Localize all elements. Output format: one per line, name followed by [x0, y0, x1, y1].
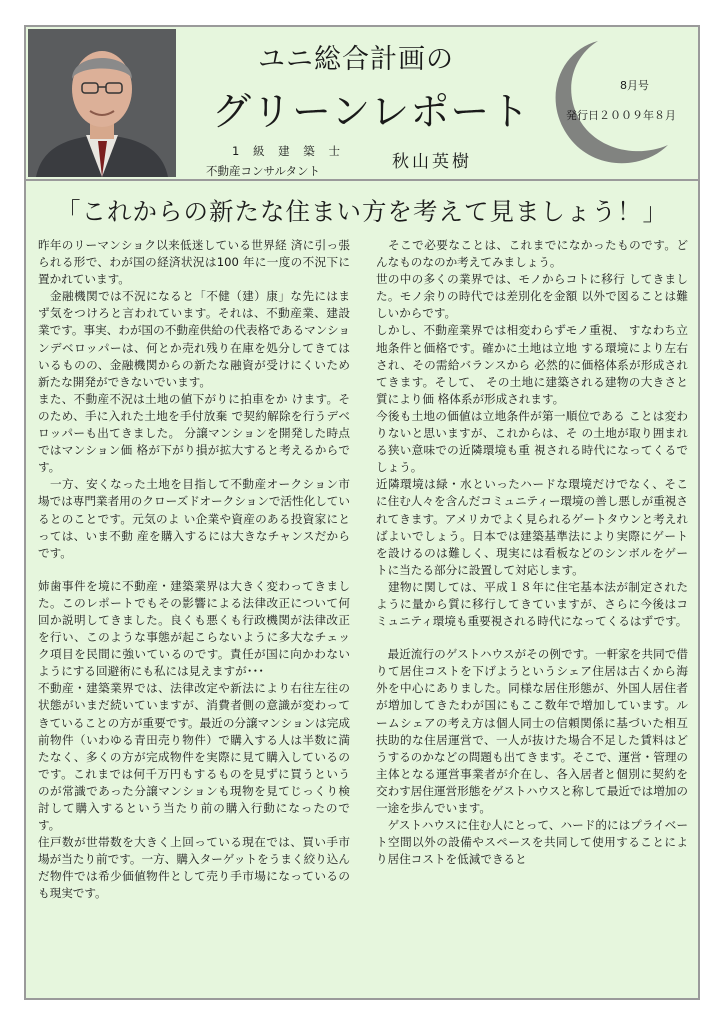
- paragraph-spacer: [38, 562, 350, 578]
- paragraph: 建物に関しては、平成１８年に住宅基本法が制定されたように量から質に移行してきていますが、さらに今後はコミュニティ環境も重要視される時代になってくるはずです。: [376, 579, 688, 629]
- newsletter-page: [24, 25, 700, 1000]
- author-name: 秋山英樹: [392, 152, 472, 172]
- paragraph: 一方、安くなった土地を目指して不動産オークション市場では専門業者用のクローズドオークションで活性化しているとのことです。元気のよ い企業や資産のある投資家にとっては、いま不動 産を購入するには大きなチャンスだからです。: [38, 477, 350, 560]
- paragraph: 住戸数が世帯数を大きく上回っている現在では、買い手市場が当たり前です。一方、購入ターゲットをうまく絞り込んだ物件では希少価値物件として売り手市場になっているのも現実です。: [38, 835, 350, 901]
- paragraph: 世の中の多くの業界では、モノからコトに移行 してきました。モノ余りの時代では差別化を金額 以外で図ることは難しいからです。: [376, 272, 688, 321]
- article-column-right: [376, 237, 688, 868]
- paragraph: また、不動産不況は土地の値下がりに拍車をか けます。そのため、手に入れた土地を手付放棄 で契約解除を行うデベロッパーも出てきました。 分譲マンションを開発した時点ではマンション価 格が下がり損が拡大すると考えるからです。: [38, 391, 350, 475]
- author-photo: [28, 29, 176, 177]
- paragraph: 金融機関では不況になると「不健（建）康」な先にはまず気をつけろと言われています。それは、不動産業、建設業です。事実、わが国の不動産供給の代表格であるマンションデベロッパーは、何とか売れ残り在庫を処分してきてはいるものの、金融機関からの新たな融資が受けにくいため新たな開発ができないでいます。: [38, 289, 350, 389]
- paragraph: 昨年のリーマンショク以来低迷している世界経 済に引っ張られる形で、わが国の経済状況は100 年に一度の不況下に置かれています。: [38, 238, 350, 287]
- paragraph: 今後も土地の価値は立地条件が第一順位である ことは変わりないと思いますが、これからは、そ の土地が取り囲まれる狭い意味での近隣環境も重 視される時代になってくるでしょう。: [376, 408, 688, 475]
- paragraph: そこで必要なことは、これまでになかったものです。どんなものなのか考えてみましょう。: [376, 238, 688, 270]
- paragraph-spacer: [376, 630, 688, 646]
- issue-label: 8月号: [620, 79, 649, 92]
- paragraph: ゲストハウスに住む人にとって、ハード的にはプライベート空間以外の設備やスペースを共同して使用することにより居住コストを低減できると: [376, 818, 688, 867]
- article-column-left: [38, 237, 350, 903]
- paragraph: 不動産・建築業界では、法律改定や新法により右往左往の状態がいまだ続いていますが、消費者側の意識が変わってきていることの方が重要です。最近の分譲マンションは完成前物件（いわゆる青田売り物件）で購入する人は半数に満たなく、多くの方が完成物件を実際に見て購入しているのです。これまでは何千万円もするものを見ずに買うというのが常識であった分譲マンションも現物を見てじっくり検討して購入するという当たり前の購入行動になったのです。: [38, 681, 350, 833]
- author-role: 不動産コンサルタント: [206, 164, 320, 178]
- author-qualification: 1 級 建 築 士: [232, 144, 345, 158]
- paragraph: 姉歯事件を境に不動産・建築業界は大きく変わってきました。このレポートでもその影響による法律改正について何回か説明してきました。良くも悪くも行政機関が法律改正を行い、このような事態が起こらないように多大なチェック項目を民間に強いているのです。責任が国に向かわないようにする回避術にも私には見えますが･･･: [38, 578, 350, 679]
- paragraph: 近隣環境は緑・水といったハードな環境だけでなく、そこに住む人々を含んだコミュニティー環境の善し悪しが重視されてきます。アメリカでよく見られるゲートタウンと考えればよいでしょう。日本では建築基準法により実際にゲートを設けるのは難しく、現実には看板などのシンボルをゲートに当たる部分に設置して対応します。: [376, 477, 688, 577]
- newsletter-title: グリーンレポート: [212, 90, 531, 135]
- author-portrait-image: [28, 29, 176, 177]
- publication-date: 発行日２００９年８月: [566, 109, 676, 122]
- crescent-moon-graphic: [536, 33, 676, 173]
- masthead: [26, 27, 698, 181]
- article-headline: 「これからの新たな住まい方を考えて見ましょう！」: [56, 197, 668, 226]
- paragraph: しかし、不動産業界では相変わらずモノ重視、 すなわち立地条件と価格です。確かに土地は立地 する環境により左右され、その需給バランスから 必然的に価格体系が形成されてきます。そして、 その土地に建築される建物の大きさと質により価 格体系が形成されます。: [376, 323, 688, 406]
- newsletter-title-line1: ユニ総合計画の: [258, 44, 454, 75]
- paragraph: 最近流行のゲストハウスがその例です。一軒家を共同で借りて居住コストを下げようというシェア住居は古くから海外を中心にありました。同様な居住形態が、外国人居住者が増加してきたわが国にもここ数年で増加しています。ルームシェアの考え方は個人同士の信頼関係に基づいた相互扶助的な住居運営で、一人が抜けた場合不足した賃料はどうするのかなどの問題も出てきます。そこで、運営・管理の主体となる運営事業者が介在し、各入居者と個別に契約を交わす居住運営形態をゲストハウスと称して最近では増加の一途を歩んでいます。: [376, 647, 688, 815]
